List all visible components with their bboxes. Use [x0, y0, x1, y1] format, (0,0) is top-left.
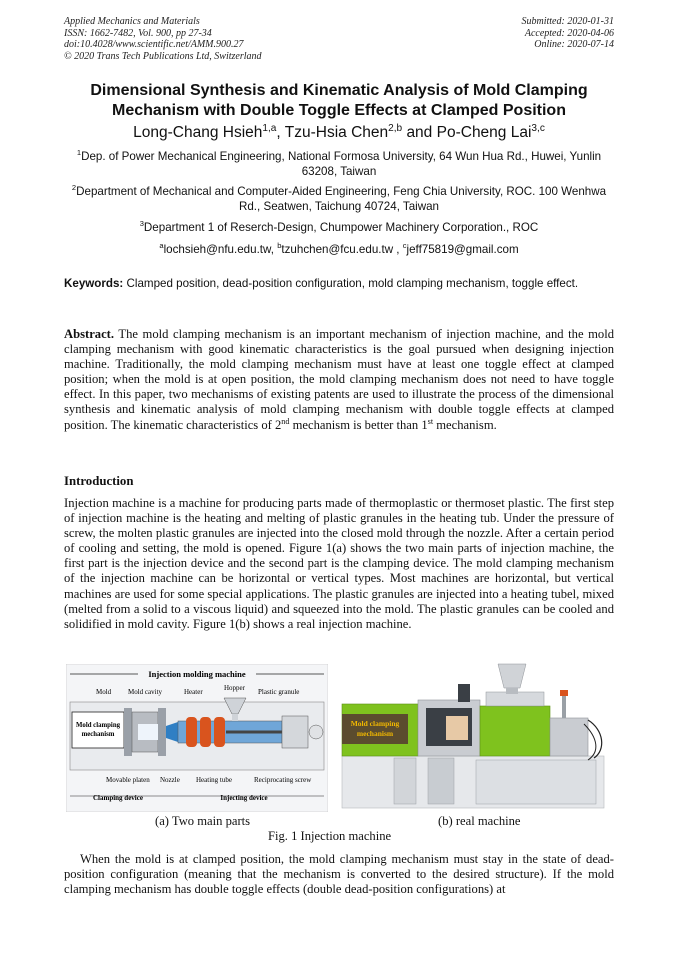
email-a[interactable]: lochsieh@nfu.edu.tw,	[163, 243, 274, 256]
email-c[interactable]: jeff75819@gmail.com	[406, 243, 519, 256]
abstract-sup-2: st	[427, 416, 434, 426]
affiliation-1-text: Dep. of Power Mechanical Engineering, National Formosa University, 64 Wun Hua Rd., Huwei, Yunlin 63208, Taiwan	[81, 150, 602, 178]
plastic-granule-label: Plastic granule	[258, 688, 300, 696]
issn-line: ISSN: 1662-7482, Vol. 900, pp 27-34	[64, 27, 212, 39]
nozzle-label: Nozzle	[160, 776, 180, 784]
heating-tube-label: Heating tube	[196, 776, 232, 784]
fixed-platen	[158, 708, 166, 756]
author-1-sup: 1,a	[262, 122, 277, 134]
figure-caption-b: (b) real machine	[438, 814, 521, 828]
beacon-pole	[562, 696, 566, 718]
introduction-heading: Introduction	[64, 474, 134, 488]
movable-platen	[124, 708, 132, 756]
mold-clamping-box-label-1: Mold clamping	[76, 722, 120, 729]
submitted-date: Submitted: 2020-01-31	[521, 16, 614, 27]
mold-cavity-label: Mold cavity	[128, 688, 163, 696]
affiliation-2	[64, 185, 614, 214]
email-a-sup: a	[159, 241, 164, 251]
injection-cover	[550, 718, 588, 756]
author-1: Long-Chang Hsieh	[133, 124, 263, 141]
base-panel-2	[476, 760, 596, 804]
hopper-neck	[506, 688, 518, 694]
author-and: and	[406, 124, 433, 141]
diagram-title: Injection molding machine	[148, 669, 246, 679]
mold-clamping-box-label-2: mechanism	[81, 731, 115, 738]
author-2: Tzu-Hsia Chen	[284, 124, 389, 141]
abstract-text-2: mechanism is better than 1	[289, 417, 428, 432]
title-line-2: Mechanism with Double Toggle Effects at Clamped Position	[112, 101, 566, 119]
keywords-label: Keywords:	[64, 277, 124, 290]
mold-label: Mold	[96, 688, 112, 696]
injection-machine-schematic	[66, 664, 328, 812]
affiliation-3-sup: 3	[139, 219, 144, 229]
abstract	[64, 327, 614, 433]
affiliation-3-text: Department 1 of Reserch-Design, Chumpower Machinery Corporation., ROC	[143, 221, 539, 234]
journal-header-right	[522, 16, 615, 51]
hopper-label: Hopper	[224, 684, 245, 692]
journal-header-left	[64, 16, 262, 62]
injecting-device-label: Injecting device	[220, 794, 268, 802]
heater-label: Heater	[184, 688, 203, 696]
clamping-device-label: Clamping device	[93, 794, 143, 802]
author-list: Long-Chang Hsieh$^{1,a}$, Tzu-Hsia Chen$^{2,b}$ and Po-Cheng Lai$^{3,c}$	[133, 122, 545, 141]
abstract-label: Abstract.	[64, 327, 115, 341]
keywords-text: Clamped position, dead-position configuration, mold clamping mechanism, toggle effect.	[126, 277, 579, 290]
email-c-sup: c	[402, 241, 407, 251]
mold-cavity	[138, 724, 158, 740]
keywords	[64, 277, 614, 292]
affiliation-1	[64, 150, 614, 179]
photo-label-line-2: mechanism	[356, 729, 394, 738]
figure-caption: Fig. 1 Injection machine	[268, 829, 392, 843]
drive-unit	[282, 716, 308, 748]
mold-inside	[446, 716, 468, 740]
figure-caption-a: (a) Two main parts	[155, 814, 251, 828]
reciprocating-screw-label: Reciprocating screw	[254, 776, 312, 784]
affiliation-2-text: Department of Mechanical and Computer-Aided Engineering, Feng Chia University, ROC. 100 Wenhwa Rd., Seatwen, Taichung 40724, Taiwan	[76, 185, 607, 213]
abstract-text-3: mechanism.	[433, 417, 497, 432]
doi-line: doi:10.4028/www.scientific.net/AMM.900.27	[64, 39, 244, 50]
author-3-sup: 3,c	[531, 122, 545, 134]
journal-name: Applied Mechanics and Materials	[64, 16, 200, 27]
heater-band-3	[214, 717, 225, 747]
base-vent-panel	[428, 758, 454, 804]
mold-clamping-box	[72, 712, 124, 748]
heater-band-2	[200, 717, 211, 747]
email-b-sup: b	[277, 241, 282, 251]
barrel-housing	[486, 692, 544, 706]
motor-disc	[309, 725, 323, 739]
introduction-paragraph-1: Injection machine is a machine for producing parts made of thermoplastic or thermoset plastic. The first step of injection machine is the heating and melting of plastic granules in the heating tub. Under the pressure of screw, the molten plastic granules are injected into the closed mold through the nozzle. After a certain period of cooling and setting, the mold is opened. Figure 1(a) shows the two main parts of injection machine, the first part is the injection device and the second part is the clamping device. The mold clamping mechanism of the injection machine can be horizontal or vertical types. Most machines are horizontal, but vertical machines are used for some special applications. The plastic granules are injected into a heating tubel, mixed (melted from a solid to a viscous liquid) and squeezed into the mold. The plastic granules can be cooled and solidified in mold cavity. Figure 1(b) shows a real injection machine.	[64, 496, 614, 631]
author-3: Po-Cheng Lai	[436, 124, 532, 141]
abstract-text-1: The mold clamping mechanism is an important mechanism of injection machine, and the mold clamping mechanism with good kinematic characteristics is the goal pursued when designing injection machine. Traditionally, the mold clamping mechanism must have at least one toggle effect at clamped position; when the mold is at open position, the mold clamping mechanism does not need to have toggle effect. In this paper, two mechanisms of existing patents are used to illustrate the process of the dimensional synthesis and kinematic analysis of mold clamping mechanism with double toggle effects at clamped position. The kinematic characteristics of 2	[64, 327, 615, 432]
online-date: Online: 2020-07-14	[534, 39, 614, 50]
affiliation-1-sup: 1	[76, 148, 82, 158]
injection-unit	[480, 706, 550, 756]
accepted-date: Accepted: 2020-04-06	[524, 27, 614, 39]
base-panel-1	[394, 758, 416, 804]
photo-label-line-1: Mold clamping	[350, 719, 400, 728]
movable-platen-label: Movable platen	[106, 776, 150, 784]
heater-band-1	[186, 717, 197, 747]
control-panel	[458, 684, 470, 702]
introduction-paragraph-2: When the mold is at clamped position, the mold clamping mechanism must stay in the state of dead-position configuration (meaning that the mechanism is converted to the desired structure). If the mold clamping mechanism has double toggle effects (double dead-position configurations) at	[64, 852, 614, 897]
email-b[interactable]: tzuhchen@fcu.edu.tw ,	[281, 243, 400, 256]
affiliation-2-sup: 2	[71, 183, 77, 193]
abstract-sup-1: nd	[281, 416, 290, 426]
email-line	[64, 243, 614, 258]
hopper-throat	[232, 714, 238, 721]
author-2-sup: 2,b	[388, 122, 403, 134]
affiliation-3	[64, 221, 614, 236]
paper-title	[64, 81, 614, 120]
title-line-1: Dimensional Synthesis and Kinematic Analysis of Mold Clamping	[90, 82, 588, 99]
real-machine-photo	[336, 660, 614, 815]
beacon-light	[560, 690, 568, 696]
copyright-line: © 2020 Trans Tech Publications Ltd, Switzerland	[64, 50, 262, 62]
